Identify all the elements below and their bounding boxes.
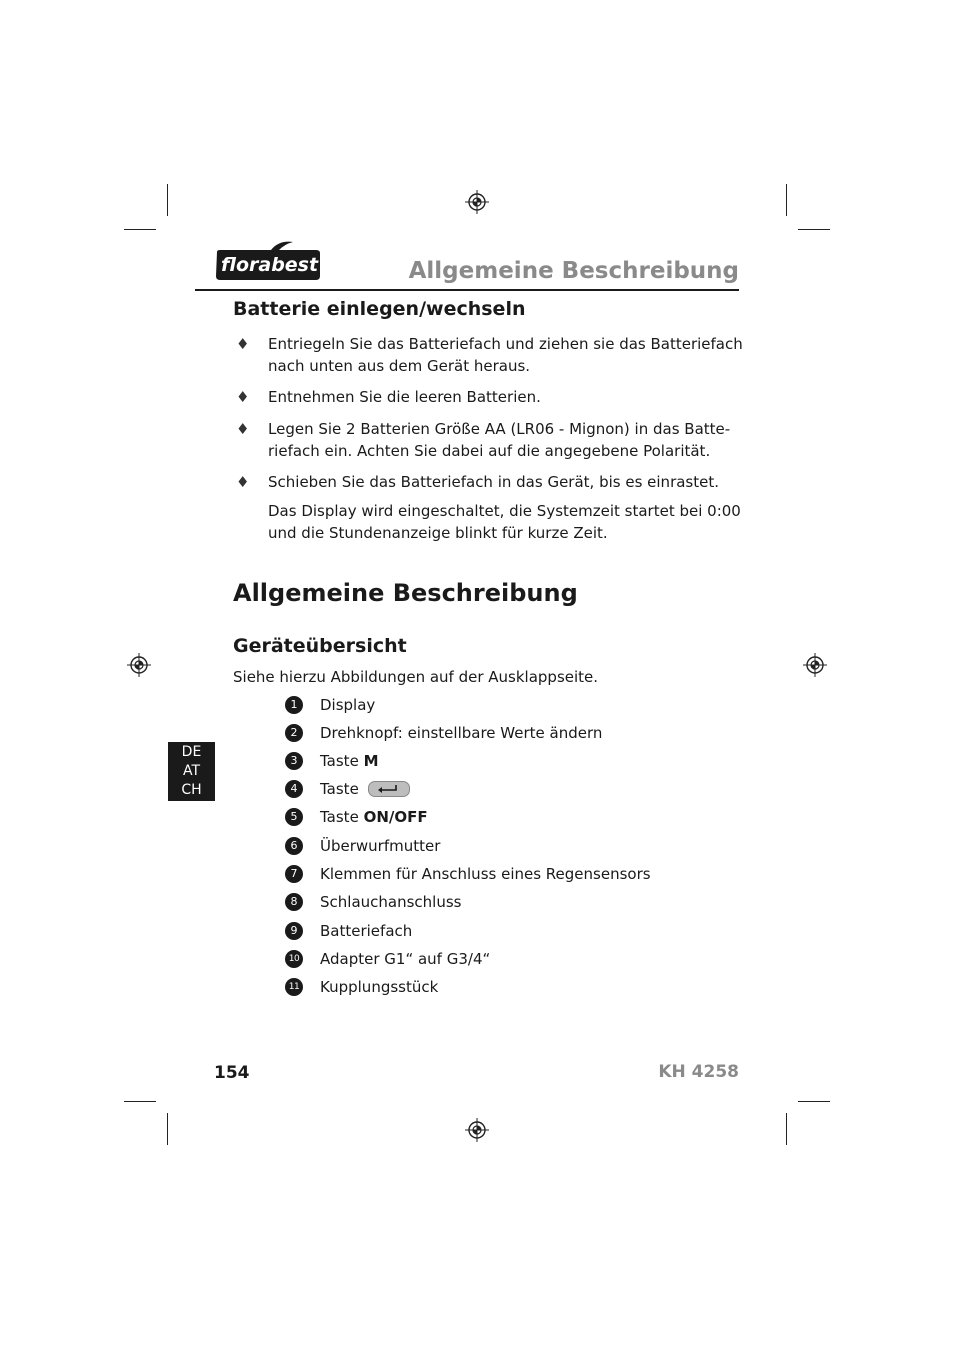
item-number-badge: 4 bbox=[285, 780, 303, 798]
item-label: Batteriefach bbox=[320, 922, 413, 940]
item-number-badge: 9 bbox=[285, 922, 303, 940]
item-number-badge: 10 bbox=[285, 950, 303, 968]
page-number: 154 bbox=[214, 1063, 250, 1083]
section-heading-battery: Batterie einlegen/wechseln bbox=[233, 298, 526, 320]
crop-mark bbox=[167, 1113, 168, 1145]
crop-mark bbox=[798, 1101, 830, 1102]
enter-key-icon bbox=[368, 781, 410, 797]
item-label: Drehknopf: einstellbare Werte ändern bbox=[320, 724, 603, 742]
item-label-wrap bbox=[320, 808, 428, 826]
note-text: und die Stundenanzeige blinkt für kurze Zeit. bbox=[268, 524, 608, 542]
item-label: Taste bbox=[320, 808, 364, 826]
item-number-badge: 7 bbox=[285, 865, 303, 883]
crop-mark bbox=[798, 229, 830, 230]
item-number-badge: 8 bbox=[285, 893, 303, 911]
note-text: Das Display wird eingeschaltet, die Systemzeit startet bei 0:00 bbox=[268, 502, 741, 520]
crop-mark bbox=[124, 229, 156, 230]
crop-mark bbox=[124, 1101, 156, 1102]
bullet-text: nach unten aus dem Gerät heraus. bbox=[268, 357, 531, 375]
item-label: Taste bbox=[320, 752, 364, 770]
note-paragraph bbox=[268, 500, 741, 544]
item-label: Kupplungsstück bbox=[320, 978, 439, 996]
bullet-text: Schieben Sie das Batteriefach in das Gerät, bis es einrastet. bbox=[268, 473, 719, 491]
model-number: KH 4258 bbox=[658, 1062, 739, 1082]
item-label: Adapter G1“ auf G3/4“ bbox=[320, 950, 491, 968]
item-number-badge: 11 bbox=[285, 978, 303, 996]
bullet-text: Entriegeln Sie das Batteriefach und ziehen sie das Batteriefach bbox=[268, 335, 743, 353]
crop-mark bbox=[786, 1113, 787, 1145]
item-label: Schlauchanschluss bbox=[320, 893, 462, 911]
registration-mark-icon bbox=[465, 1118, 489, 1142]
lang-code: DE bbox=[181, 744, 202, 760]
crop-mark bbox=[167, 184, 168, 216]
lang-code: AT bbox=[182, 763, 201, 779]
intro-text: Siehe hierzu Abbildungen auf der Ausklappseite. bbox=[233, 668, 599, 686]
item-label-wrap bbox=[320, 752, 379, 770]
item-number-badge: 6 bbox=[285, 837, 303, 855]
language-tab bbox=[168, 742, 215, 801]
item-label: Überwurfmutter bbox=[320, 837, 441, 855]
florabest-logo bbox=[213, 240, 323, 282]
item-number-badge: 5 bbox=[285, 808, 303, 826]
item-label: Taste bbox=[320, 780, 364, 798]
header-title: Allgemeine Beschreibung bbox=[408, 258, 739, 284]
item-number-badge: 2 bbox=[285, 724, 303, 742]
logo-text: florabest bbox=[221, 254, 319, 276]
registration-mark-icon bbox=[803, 653, 827, 677]
key-name: ON/OFF bbox=[363, 808, 428, 826]
item-number-badge: 3 bbox=[285, 752, 303, 770]
bullet-text: riefach ein. Achten Sie dabei auf die angegebene Polarität. bbox=[268, 442, 711, 460]
bullet-text: Entnehmen Sie die leeren Batterien. bbox=[268, 388, 541, 406]
bullet-diamond-icon: ♦ bbox=[236, 335, 250, 353]
item-label: Display bbox=[320, 696, 376, 714]
section-heading-overview: Geräteübersicht bbox=[233, 635, 407, 657]
page-title: Allgemeine Beschreibung bbox=[233, 579, 578, 607]
item-number-badge: 1 bbox=[285, 696, 303, 714]
registration-mark-icon bbox=[465, 190, 489, 214]
bullet-diamond-icon: ♦ bbox=[236, 473, 250, 491]
item-label: Klemmen für Anschluss eines Regensensors bbox=[320, 865, 651, 883]
registration-mark-icon bbox=[127, 653, 151, 677]
bullet-diamond-icon: ♦ bbox=[236, 420, 250, 438]
item-label-wrap bbox=[320, 780, 410, 798]
header-rule bbox=[195, 289, 739, 291]
bullet-text: Legen Sie 2 Batterien Größe AA (LR06 - Mignon) in das Batte- bbox=[268, 420, 731, 438]
crop-mark bbox=[786, 184, 787, 216]
key-name: M bbox=[363, 752, 379, 770]
bullet-diamond-icon: ♦ bbox=[236, 388, 250, 406]
lang-code: CH bbox=[181, 782, 202, 798]
